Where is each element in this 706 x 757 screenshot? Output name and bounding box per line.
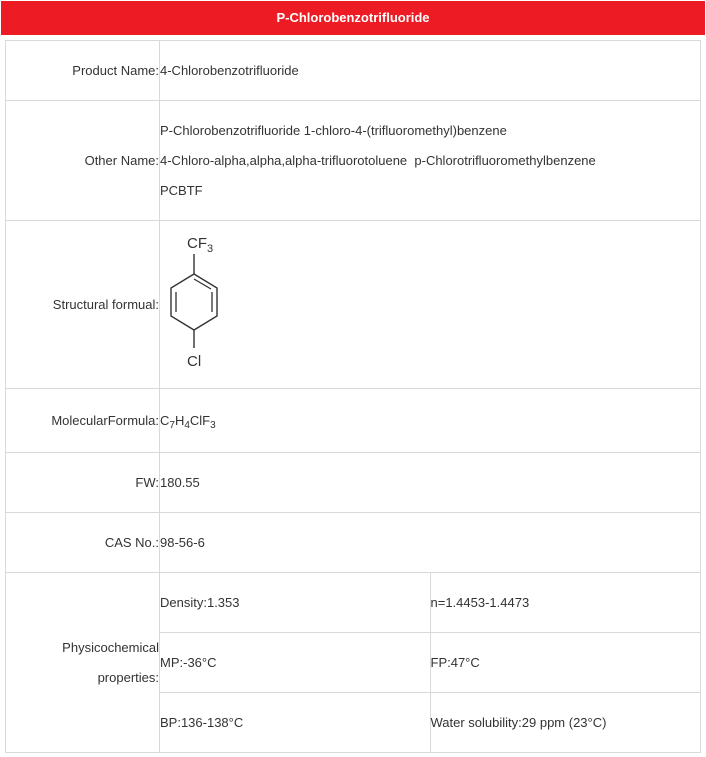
table-row-cas [6,513,701,573]
cas-value: 98-56-6 [160,513,701,573]
other-name-value [160,101,701,221]
density-cell: Density:1.353 [160,573,431,633]
table-row-properties [6,573,701,633]
molecular-formula-value: $C_7H_4ClF_3$ [160,389,701,453]
water-solubility-cell: Water solubility:29 ppm (23°C) [430,693,701,753]
melting-point-cell: MP:-36°C [160,633,431,693]
properties-label: Physicochemical properties: [6,573,160,753]
product-spec-table [5,40,701,753]
other-name-line: P-Chlorobenzotrifluoride 1-chloro-4-(trifluoromethyl)benzene [160,122,507,138]
product-name-label: Product Name: [6,41,160,101]
structure-value [160,221,701,389]
chlorine-label: Cl [187,352,202,370]
structure-label: Structural formual: [6,221,160,389]
table-row-product-name [6,41,701,101]
fw-label: FW: [6,453,160,513]
boiling-point-cell: BP:136-138°C [160,693,431,753]
ring-double-bond-top [194,279,211,289]
cas-label: CAS No.: [6,513,160,573]
table-row-molecular-formula [6,389,701,453]
other-name-line: PCBTF [160,182,203,198]
fw-value: 180.55 [160,453,701,513]
other-name-line: 4-Chloro-alpha,alpha,alpha-trifluorotoluene p-Chlorotrifluoromethylbenzene [160,152,596,168]
molecular-formula-label: MolecularFormula: [6,389,160,453]
page-title: P-Chlorobenzotrifluoride [1,1,705,35]
table-row-other-name [6,101,701,221]
other-name-label: Other Name: [6,101,160,221]
table-row-structure [6,221,701,389]
structural-formula-diagram [160,230,230,380]
flash-point-cell: FP:47°C [430,633,701,693]
refractive-index-cell: n=1.4453-1.4473 [430,573,701,633]
cf3-group-label: $CF_3$ [187,234,214,255]
benzene-ring [171,274,217,330]
table-row-fw [6,453,701,513]
product-name-value: 4-Chlorobenzotrifluoride [160,41,701,101]
